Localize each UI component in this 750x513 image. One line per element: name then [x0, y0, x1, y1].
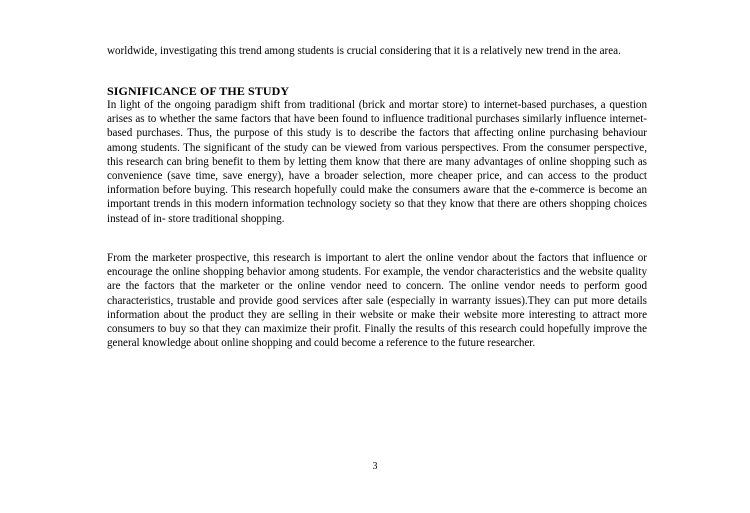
intro-continuation-paragraph: worldwide, investigating this trend among students is crucial considering that it is a relatively new trend in the area. [107, 45, 621, 57]
significance-paragraph-consumer: In light of the ongoing paradigm shift from traditional (brick and mortar store) to internet-based purchases, a question arises as to whether the same factors that have been found to influence traditional purchases similarly influence internet- based purchases. Thus, the purpose of this study is to describe the factors that affecting online purchasing behaviour among students. The significant of the study can be viewed from various perspectives. From the consumer perspective, this research can bring benefit to them by letting them know that there are many advantages of online shopping such as convenience (save time, save energy), have a broader selection, more cheaper price, and can access to the product information before buying. This research hopefully could make the consumers aware that the e-commerce is become an important trends in this modern information technology society so that they know that there are others shopping choices instead of in- store traditional shopping. [107, 99, 647, 225]
page-number: 3 [372, 461, 378, 472]
section-heading: SIGNIFICANCE OF THE STUDY [107, 84, 290, 98]
significance-paragraph-marketer: From the marketer prospective, this research is important to alert the online vendor about the factors that influence or encourage the online shopping behavior among students. For example, the vendor characteristics and the website quality are the factors that the marketer or the online vendor need to concern. The online vendor needs to perform good characteristics, trustable and provide good services after sale (especially in warranty issues).They can put more details information about the product they are selling in their website or make their website more interesting to attract more consumers to buy so that they can maximize their profit. Finally the results of this research could hopefully improve the general knowledge about online shopping and could become a reference to the future researcher. [107, 252, 647, 350]
